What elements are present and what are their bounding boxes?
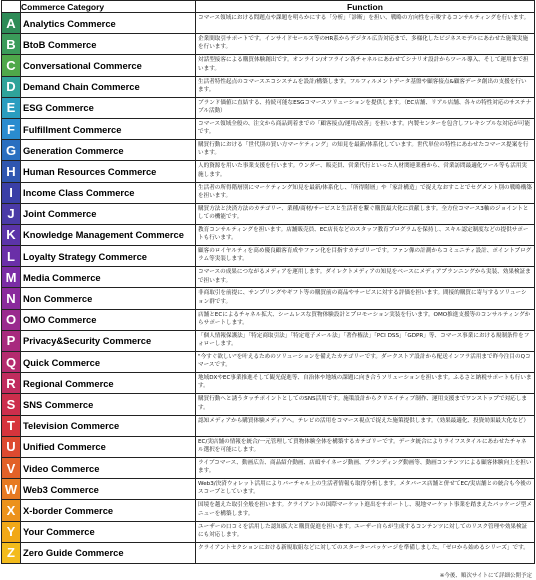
table-body xyxy=(2,13,535,564)
header-function: Function xyxy=(196,1,535,13)
category-function: ユーザーの口コミを活用した認知拡大と購買促進を担います。ユーザー自らが生成するコンテンツに対してのリスク管理や効果検証にも対応します。 xyxy=(196,521,535,542)
category-function: 店舗とECによるチャネル拡大、シームレスな買物体験設計とプロモーション実装を行います。OMO推進支援等のコンサルティングからサポートします。 xyxy=(196,309,535,330)
category-name: Fulfillment Commerce xyxy=(21,118,196,139)
table-row xyxy=(2,118,535,139)
category-name: X-border Commerce xyxy=(21,500,196,521)
category-name: Loyalty Strategy Commerce xyxy=(21,246,196,267)
category-function: ブランド価値に直結する、持続可能なESGコマースソリューションを提供します。（EC店舗、リアル店舗、各々の特性対応のサステナブル活動） xyxy=(196,97,535,118)
category-name: BtoB Commerce xyxy=(21,34,196,55)
category-letter-badge: Z xyxy=(2,542,21,563)
category-letter-badge: L xyxy=(2,246,21,267)
table-row xyxy=(2,330,535,351)
category-function: ライブコマース、動画広告、商品紹介動画、店頭サイネージ動画、ブランディング動画等、動画コンテンツによる顧客体験向上を担います。 xyxy=(196,457,535,478)
header-letter xyxy=(2,1,21,13)
category-name: ESG Commerce xyxy=(21,97,196,118)
category-name: Human Resources Commerce xyxy=(21,161,196,182)
category-letter-badge: T xyxy=(2,415,21,436)
table-row xyxy=(2,542,535,563)
category-name: Your Commerce xyxy=(21,521,196,542)
table-row xyxy=(2,309,535,330)
table-row xyxy=(2,373,535,394)
category-letter-badge: Y xyxy=(2,521,21,542)
category-function: 非商取引を前提に、サンプリングやギフト等の購買前の商品やサービスに対する評価を担います。間接的購買に寄与するソリューション群です。 xyxy=(196,288,535,309)
commerce-category-table xyxy=(1,0,535,564)
category-function: 「個人情報保護法」「特定商取引法」「特定電子メール法」「著作権法」「PCI DSS」「GDPR」等、コマース事業における規制条件をフォローします。 xyxy=(196,330,535,351)
table-row xyxy=(2,140,535,161)
table-row xyxy=(2,479,535,500)
category-letter-badge: U xyxy=(2,436,21,457)
category-letter-badge: B xyxy=(2,34,21,55)
table-row xyxy=(2,203,535,224)
category-letter-badge: F xyxy=(2,118,21,139)
category-function: 購買行動における「世代別の買い方マーケティング」の知見を最新/体系化しています。世代単位の特性にあわせたコマース提案を行います。 xyxy=(196,140,535,161)
category-name: Video Commerce xyxy=(21,457,196,478)
category-name: Regional Commerce xyxy=(21,373,196,394)
category-function: 地域DXやEC事業推進そして観光促進等、自治体や地域の課題に向き合うソリューションを担います。ふるさと納税サポートも行います。 xyxy=(196,373,535,394)
category-name: Generation Commerce xyxy=(21,140,196,161)
category-letter-badge: R xyxy=(2,373,21,394)
category-letter-badge: H xyxy=(2,161,21,182)
category-name: Joint Commerce xyxy=(21,203,196,224)
category-name: Demand Chain Commerce xyxy=(21,76,196,97)
table-row xyxy=(2,394,535,415)
table-row xyxy=(2,97,535,118)
table-row xyxy=(2,182,535,203)
header-commerce-category: Commerce Category xyxy=(21,1,196,13)
table-row xyxy=(2,161,535,182)
table-row xyxy=(2,521,535,542)
table-row xyxy=(2,34,535,55)
category-function: 認知メディアから購買体験メディアへ。テレビの活用をコマース視点で捉えた施策提供します。（効果最適化、投資効果最大化など） xyxy=(196,415,535,436)
category-name: Web3 Commerce xyxy=(21,479,196,500)
category-name: Non Commerce xyxy=(21,288,196,309)
category-letter-badge: D xyxy=(2,76,21,97)
table-header-row xyxy=(2,1,535,13)
table-row xyxy=(2,436,535,457)
category-name: Income Class Commerce xyxy=(21,182,196,203)
category-letter-badge: M xyxy=(2,267,21,288)
category-letter-badge: O xyxy=(2,309,21,330)
category-name: Conversational Commerce xyxy=(21,55,196,76)
category-letter-badge: A xyxy=(2,13,21,34)
category-letter-badge: E xyxy=(2,97,21,118)
table-row xyxy=(2,55,535,76)
category-letter-badge: Q xyxy=(2,352,21,373)
category-function: コマースの成果につながるメディアを運用します。ダイレクトメディアの知見をベースにメディアプランニングから実装、効果検証まで担います。 xyxy=(196,267,535,288)
category-function: EC/実店舗の情報を統合/一元管理して買物体験全体を構築するカテゴリーです。データ統合によりライフスタイルにあわせたチャネル選択を可能にします。 xyxy=(196,436,535,457)
category-letter-badge: X xyxy=(2,500,21,521)
category-function: 国境を越えた取引全般を担います。クライアントの国際マーケット進出をサポートし、現地マーケット事業を踏まえたパッケージ型メニューを構築します。 xyxy=(196,500,535,521)
category-function: 生活者の所得階層別にマーケティング知見を最新/体系化し、「所得階層」や「家計構造」で捉えなおすことでセグメント別の戦略構築を担います。 xyxy=(196,182,535,203)
category-name: Unified Commerce xyxy=(21,436,196,457)
category-letter-badge: S xyxy=(2,394,21,415)
category-letter-badge: J xyxy=(2,203,21,224)
category-letter-badge: N xyxy=(2,288,21,309)
category-name: Privacy&Security Commerce xyxy=(21,330,196,351)
category-function: 対話型接客による購買体験創出です。オンライン/オフライン各チャネルにあわせてシナリオ設計からツール導入、そして運用まで担います。 xyxy=(196,55,535,76)
category-letter-badge: K xyxy=(2,224,21,245)
category-name: SNS Commerce xyxy=(21,394,196,415)
category-function: 購買行動へと誘うタッチポイントとしてのSNS活用です。施策設計からクリエイティブ制作、運用支援までワンストップで対応します。 xyxy=(196,394,535,415)
category-function: 顧客のロイヤルティを高め優良顧客育成やファン化を目指すカテゴリーです。ファン像の計測からコミュニティ設計、ポイントプログラム等実装します。 xyxy=(196,246,535,267)
category-name: Media Commerce xyxy=(21,267,196,288)
table-row xyxy=(2,246,535,267)
table-row xyxy=(2,224,535,245)
category-letter-badge: W xyxy=(2,479,21,500)
table-row xyxy=(2,76,535,97)
table-row xyxy=(2,352,535,373)
category-letter-badge: C xyxy=(2,55,21,76)
category-function: クライアントセクションにおける新規取組などに対してのスターターパッケージを準備しました。「ゼロから始めるシリーズ」です。 xyxy=(196,542,535,563)
category-function: 教育コンサルティングを担います。店舗販売員、EC店長などのスタッフ教育プログラムを保持し、スキル認定制度などの提供サポートも行います。 xyxy=(196,224,535,245)
category-letter-badge: V xyxy=(2,457,21,478)
category-letter-badge: P xyxy=(2,330,21,351)
category-function: 企業間取引サポートです。インサイドセールス等のHR系からデジタル広告対応まで、多様化したビジネスモデルにあわせた施策実施を行います。 xyxy=(196,34,535,55)
category-function: Web3/決済ウォレット活用によりバーチャル上の生活者情報も取得分析します。メタバース店舗と併せてEC/実店舗との統合も今後のスコープとしています。 xyxy=(196,479,535,500)
category-name: Knowledge Management Commerce xyxy=(21,224,196,245)
category-name: Quick Commerce xyxy=(21,352,196,373)
category-function: コマース領域全般の、注文から商品到着までの「顧客接点/運用/改善」を担います。内製センターを包含しフレキシブルな対応が可能です。 xyxy=(196,118,535,139)
category-letter-badge: G xyxy=(2,140,21,161)
category-function: 購買方法と決済方法のカテゴリー、業種/商材/サービスと生活者を繋ぐ購買最大化に貢献します。全方位コマース3軸のジョイントとしての機能です。 xyxy=(196,203,535,224)
category-name: Television Commerce xyxy=(21,415,196,436)
category-name: OMO Commerce xyxy=(21,309,196,330)
category-name: Zero Guide Commerce xyxy=(21,542,196,563)
table-row xyxy=(2,500,535,521)
table-row xyxy=(2,267,535,288)
footnote: ※今後、順次サイトにて詳細公開予定 xyxy=(439,573,532,579)
category-function: コマース領域における問題点や課題を明らかにする「分析」「診断」を担い、戦略の方向性を示唆するコンサルティングを行います。 xyxy=(196,13,535,34)
table-row xyxy=(2,457,535,478)
category-function: 生活者特性起点のコマースエコシステムを設計/構築します。フルフィルメントデータ基盤や顧客接点&顧客データ創出の支援を行います。 xyxy=(196,76,535,97)
table-row xyxy=(2,13,535,34)
table-row xyxy=(2,288,535,309)
category-function: 人的資源を用いた事業支援を行います。ウンダー、販売員、営業代行といった人材関連業務から、営業訪問最適化ツール等も活用実施します。 xyxy=(196,161,535,182)
category-letter-badge: I xyxy=(2,182,21,203)
category-name: Analytics Commerce xyxy=(21,13,196,34)
category-function: "今すぐ欲しい"を叶えるためのソリューションを備えたカテゴリーです。ダークストア設計から配送インフラ活用まで昨今注目のQコマースです。 xyxy=(196,352,535,373)
table-row xyxy=(2,415,535,436)
